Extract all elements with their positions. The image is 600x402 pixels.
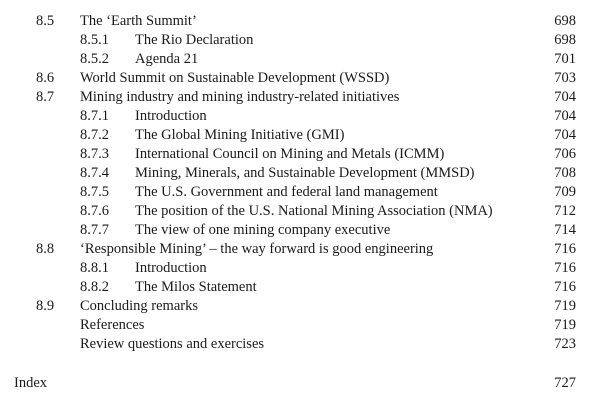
- toc-entry: [0, 88, 600, 107]
- toc-entry-number: 8.7.7: [80, 222, 109, 238]
- toc-entry-page: 723: [554, 336, 576, 352]
- toc-entry-title: Introduction: [135, 260, 207, 276]
- toc-entry-page: 704: [554, 127, 576, 143]
- toc-entry-page: 709: [554, 184, 576, 200]
- toc-entry-page: 704: [554, 89, 576, 105]
- toc-entry: [0, 145, 600, 164]
- toc-entry: [0, 240, 600, 259]
- toc-entry-page: 716: [554, 279, 576, 295]
- toc-entry-page: 716: [554, 241, 576, 257]
- toc-entry: [0, 107, 600, 126]
- toc-entry: [0, 12, 600, 31]
- toc-entry-title: Review questions and exercises: [80, 336, 265, 352]
- toc-entry: [0, 374, 600, 393]
- toc-entry-number: 8.9: [36, 298, 55, 314]
- toc-entry-number: 8.7: [36, 89, 55, 105]
- toc-entry-number: 8.7.4: [80, 165, 109, 181]
- toc-entry-number: 8.5.1: [80, 32, 109, 48]
- toc-entry: [0, 221, 600, 240]
- toc-entry-page: 706: [554, 146, 576, 162]
- toc-entry-title: International Council on Mining and Metals (ICMM): [135, 146, 445, 162]
- toc-entry-number: 8.8.2: [80, 279, 109, 295]
- toc-entry-page: 714: [554, 222, 576, 238]
- toc-entry-title: The view of one mining company executive: [135, 222, 391, 238]
- toc-entry-number: 8.7.2: [80, 127, 109, 143]
- toc-entry-page: 704: [554, 108, 576, 124]
- toc-entry-number: 8.7.1: [80, 108, 109, 124]
- toc-entry-page: 719: [554, 298, 576, 314]
- toc-entry-number: 8.7.6: [80, 203, 109, 219]
- toc-entry-title: The ‘Earth Summit’: [80, 13, 197, 29]
- toc-entry: [0, 69, 600, 88]
- toc-entry-page: 727: [554, 375, 576, 391]
- toc-entry-title: The Rio Declaration: [135, 32, 254, 48]
- toc-entry-title: Index: [14, 375, 48, 391]
- toc-entry: [0, 297, 600, 316]
- toc-entry: [0, 335, 600, 354]
- toc-entry-title: ‘Responsible Mining’ – the way forward is good engineering: [80, 241, 434, 257]
- toc-entry-title: World Summit on Sustainable Development (WSSD): [80, 70, 390, 86]
- toc-entry-number: 8.8: [36, 241, 55, 257]
- toc-entry-title: The Global Mining Initiative (GMI): [135, 127, 345, 143]
- toc-entry-number: 8.7.3: [80, 146, 109, 162]
- toc-entry-page: 701: [554, 51, 576, 67]
- toc-entry-number: 8.7.5: [80, 184, 109, 200]
- toc-entry-number: 8.5: [36, 13, 55, 29]
- toc-entry-page: 698: [554, 13, 576, 29]
- toc-entry-page: 703: [554, 70, 576, 86]
- toc-entry: [0, 164, 600, 183]
- toc-entry: [0, 31, 600, 50]
- toc-entry-title: The position of the U.S. National Mining Association (NMA): [135, 203, 493, 219]
- toc-entry-number: 8.6: [36, 70, 55, 86]
- toc-entry-page: 719: [554, 317, 576, 333]
- toc-entry-title: Concluding remarks: [80, 298, 198, 314]
- toc-entry: [0, 259, 600, 278]
- toc-entry-title: The Milos Statement: [135, 279, 257, 295]
- toc-entry-number: 8.5.2: [80, 51, 109, 67]
- toc-entry: [0, 126, 600, 145]
- toc-entry-title: Mining industry and mining industry-related initiatives: [80, 89, 400, 105]
- toc-entry-page: 716: [554, 260, 576, 276]
- toc-entry-page: 698: [554, 32, 576, 48]
- toc-entry: [0, 183, 600, 202]
- toc-entry-title: References: [80, 317, 145, 333]
- toc-entry-page: 708: [554, 165, 576, 181]
- toc-entry-title: The U.S. Government and federal land management: [135, 184, 438, 200]
- toc-entry: [0, 50, 600, 69]
- toc-entry: [0, 316, 600, 335]
- toc-entry: [0, 278, 600, 297]
- toc-entry-page: 712: [554, 203, 576, 219]
- toc-entry-title: Agenda 21: [135, 51, 199, 67]
- toc-entry: [0, 202, 600, 221]
- toc-entry-number: 8.8.1: [80, 260, 109, 276]
- toc-entry-title: Introduction: [135, 108, 207, 124]
- toc-entry-title: Mining, Minerals, and Sustainable Development (MMSD): [135, 165, 475, 181]
